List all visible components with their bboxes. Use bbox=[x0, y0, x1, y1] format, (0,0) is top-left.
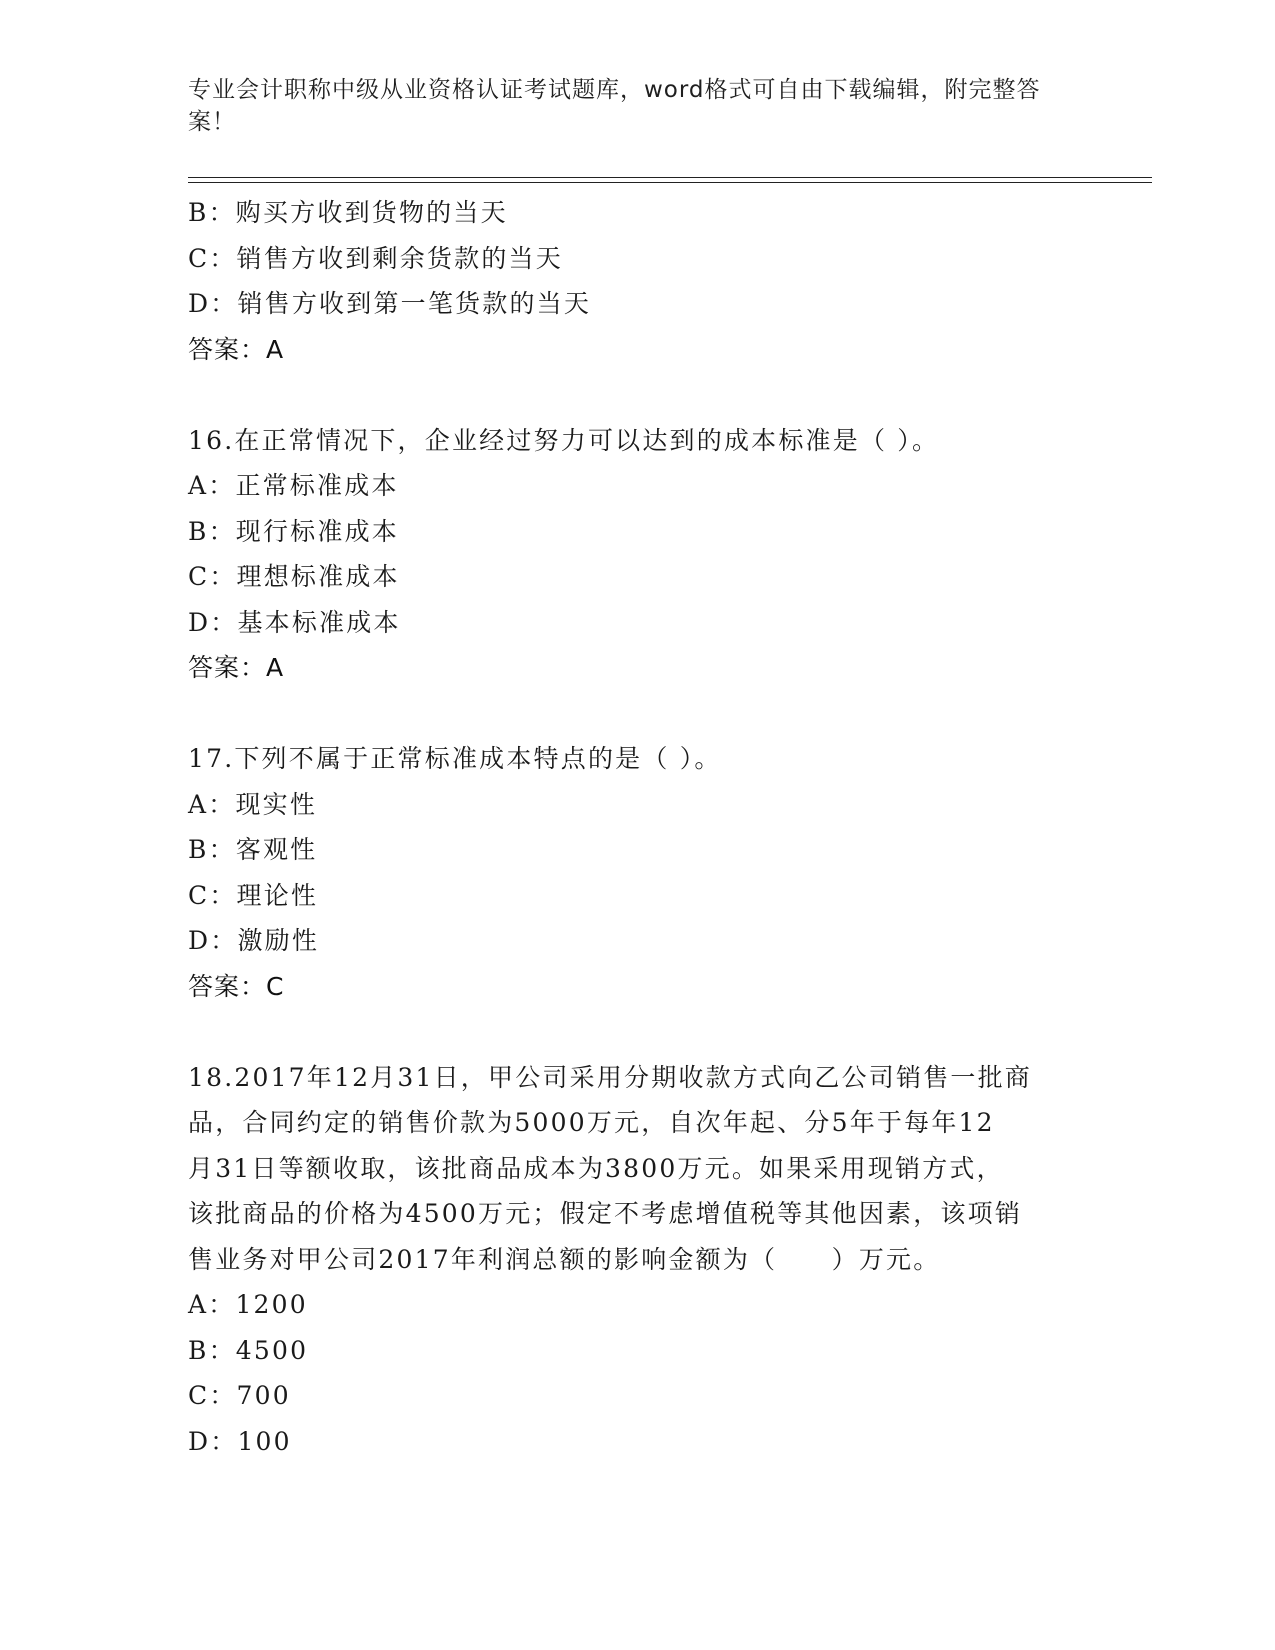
header-rule-top bbox=[188, 177, 1152, 178]
option-b: B：现行标准成本 bbox=[188, 516, 399, 546]
option-a: A：正常标准成本 bbox=[188, 471, 399, 500]
question-text-line: 该批商品的价格为4500万元；假定不考虑增值税等其他因素，该项销 bbox=[188, 1199, 1023, 1228]
spacer bbox=[188, 691, 1088, 737]
option-d: D：基本标准成本 bbox=[188, 607, 401, 637]
question-text-line: 品，合同约定的销售价款为5000万元，自次年起、分5年于每年12 bbox=[188, 1108, 995, 1137]
question-17-text: 17.下列不属于正常标准成本特点的是（ ）。 bbox=[188, 744, 722, 773]
answer-line: 答案：A bbox=[188, 334, 285, 364]
page-header: 专业会计职称中级从业资格认证考试题库，word格式可自由下载编辑，附完整答案！ bbox=[188, 77, 1041, 135]
header-rule-bottom bbox=[188, 182, 1152, 183]
answer-line: 答案：A bbox=[188, 653, 285, 682]
spacer bbox=[188, 372, 1088, 418]
question-text-line: 月31日等额收取，该批商品成本为3800万元。如果采用现销方式， bbox=[188, 1153, 1004, 1183]
option-c: C：700 bbox=[188, 1381, 291, 1410]
option-b: B：客观性 bbox=[188, 835, 318, 864]
option-b: B：购买方收到货物的当天 bbox=[188, 198, 508, 227]
question-16-text: 16.在正常情况下，企业经过努力可以达到的成本标准是（ ）。 bbox=[188, 425, 940, 455]
answer-line: 答案：C bbox=[188, 971, 285, 1001]
option-a: A：现实性 bbox=[188, 789, 318, 819]
option-b: B：4500 bbox=[188, 1335, 309, 1365]
question-text-line: 18.2017年12月31日，甲公司采用分期收款方式向乙公司销售一批商 bbox=[188, 1062, 1033, 1092]
option-c: C：理论性 bbox=[188, 880, 319, 910]
option-d: D：100 bbox=[188, 1426, 292, 1456]
question-18-text bbox=[188, 1055, 1088, 1283]
question-body bbox=[188, 190, 1088, 1464]
question-text-line: 售业务对甲公司2017年利润总额的影响金额为（ ）万元。 bbox=[188, 1244, 941, 1274]
option-d: D：激励性 bbox=[188, 926, 320, 955]
option-c: C：销售方收到剩余货款的当天 bbox=[188, 243, 563, 273]
option-c: C：理想标准成本 bbox=[188, 562, 400, 591]
option-a: A：1200 bbox=[188, 1290, 308, 1319]
option-d: D：销售方收到第一笔货款的当天 bbox=[188, 289, 592, 318]
spacer bbox=[188, 1009, 1088, 1055]
